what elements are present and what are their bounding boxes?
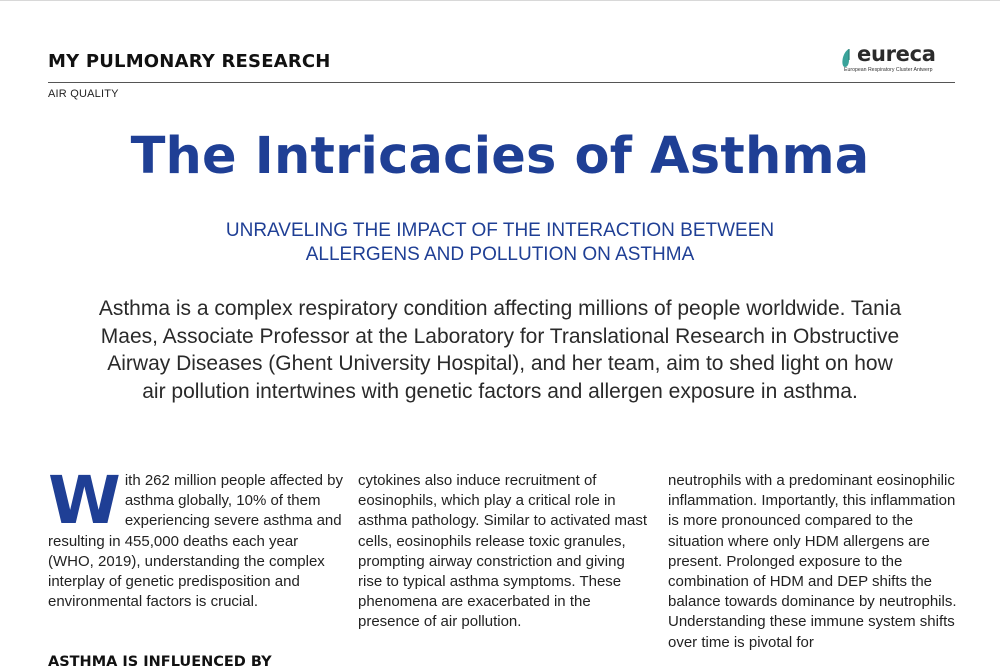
column-2-text: cytokines also induce recruitment of eosinophils, which play a critical role in asthma pathology. Similar to activated mast cells, eosinophils release toxic granules, prompting airway constriction and giving rise to typical asthma symptoms. These phenomena are exacerbated in the presence of air pollution. [358, 472, 648, 631]
section-subheading: ASTHMA IS INFLUENCED BY [48, 654, 272, 670]
body-column-2 [358, 471, 653, 633]
magazine-header [48, 44, 955, 83]
column-1-text: ith 262 million people affected by asthma globally, 10% of them experiencing severe asthma and resulting in 455,000 deaths each year (WHO, 2019), understanding the complex interplay of genetic predisposition and environmental factors is crucial. [48, 472, 344, 611]
body-column-3 [668, 471, 963, 653]
article-title: The Intricacies of Asthma [130, 127, 870, 186]
article-intro: Asthma is a complex respiratory condition affecting millions of people worldwide. Tania Maes, Associate Professor at the Laboratory for Translational Research in Obstructive Airway Diseases (Ghent University Hospital), and her team, aim to shed light on how air pollution intertwines with genetic factors and allergen exposure in asthma. [98, 297, 902, 403]
eureca-logo[interactable] [835, 44, 955, 78]
column-3-text: neutrophils with a predominant eosinophilic inflammation. Importantly, this inflammation is more pronounced compared to the situation where only HDM allergens are present. Prolonged exposure to the combination of HDM and DEP shifts the balance towards dominance by neutrophils. Understanding these immune system shifts over time is pivotal for [668, 472, 957, 651]
body-column-1 [48, 462, 344, 612]
section-title: MY PULMONARY RESEARCH [48, 51, 331, 72]
drop-cap: W [48, 462, 121, 539]
logo-tagline: European Respiratory Cluster Antwerp [844, 67, 933, 73]
article-subtitle: UNRAVELING THE IMPACT OF THE INTERACTION BETWEEN ALLERGENS AND POLLUTION ON ASTHMA [225, 220, 775, 265]
category-label: AIR QUALITY [48, 88, 119, 100]
logo-wordmark: eureca [857, 42, 936, 66]
top-rule [0, 0, 1000, 1]
